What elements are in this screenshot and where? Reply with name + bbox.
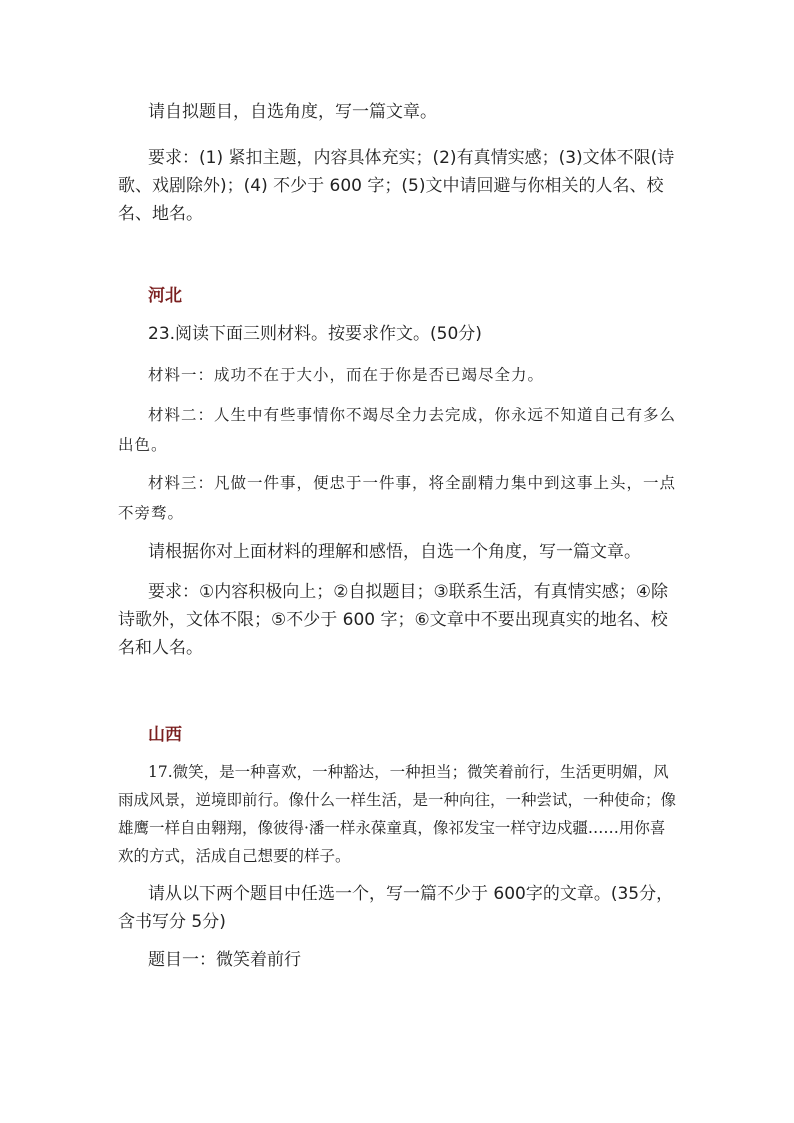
- hebei-material-2: 材料二：人生中有些事情你不竭尽全力去完成，你永远不知道自己有多么出色。: [118, 406, 677, 454]
- hebei-material-3: 材料三：凡做一件事，便忠于一件事，将全副精力集中到这事上头，一点不旁骛。: [118, 474, 677, 522]
- section-heading-shanxi: 山西: [148, 725, 182, 745]
- shanxi-topic-1: 题目一：微笑着前行: [148, 950, 301, 970]
- hebei-instruction: 请根据你对上面材料的理解和感悟，自选一个角度，写一篇文章。: [148, 542, 641, 562]
- section-heading-hebei: 河北: [148, 286, 182, 306]
- hebei-material-1: 材料一：成功不在于大小，而在于你是否已竭尽全力。: [148, 366, 545, 384]
- intro-instruction: 请自拟题目，自选角度，写一篇文章。: [148, 102, 437, 122]
- hebei-question: 23.阅读下面三则材料。按要求作文。(50分): [148, 324, 482, 344]
- shanxi-passage: 17.微笑，是一种喜欢，一种豁达，一种担当；微笑着前行，生活更明媚，风雨成风景，逆境即前行。像什么一样生活，是一种向往，一种尝试，一种使命；像雄鹰一样自由翱翔，像彼得·潘一样永葆童真，像祁发宝一样守边戍疆……用你喜欢的方式，活成自己想要的样子。: [118, 763, 677, 865]
- shanxi-instruction: 请从以下两个题目中任选一个，写一篇不少于 600字的文章。(35分，含书写分 5分): [118, 884, 674, 932]
- intro-requirements: 要求：(1) 紧扣主题，内容具体充实；(2)有真情实感；(3)文体不限(诗歌、戏剧除外)；(4) 不少于 600 字；(5)文中请回避与你相关的人名、校名、地名。: [118, 148, 675, 224]
- hebei-requirements: 要求：①内容积极向上；②自拟题目；③联系生活，有真情实感；④除诗歌外，文体不限；⑤不少于 600 字；⑥文章中不要出现真实的地名、校名和人名。: [118, 582, 668, 658]
